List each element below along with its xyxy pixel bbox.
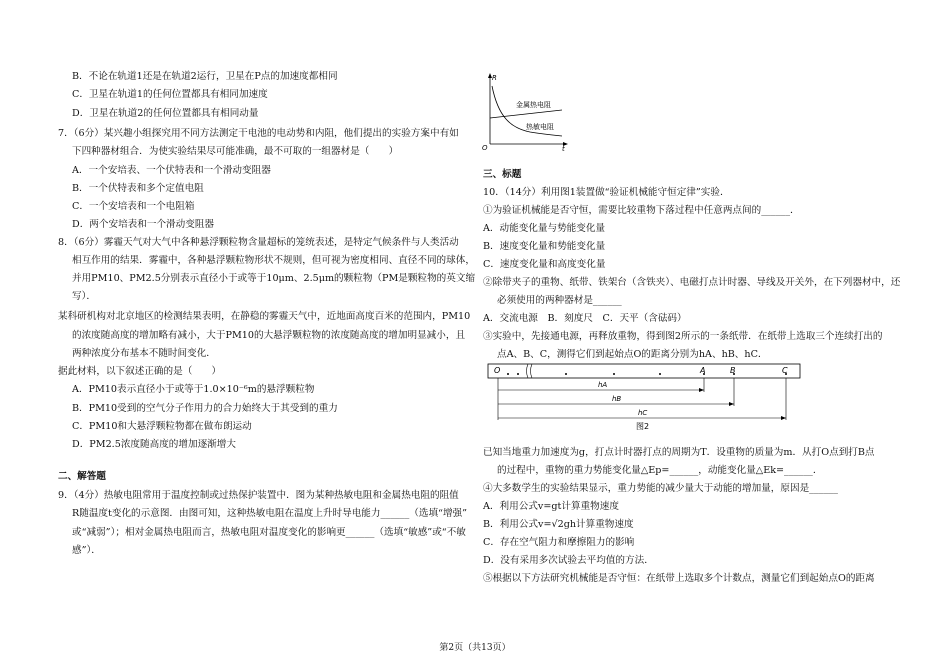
point-a-label: A: [700, 366, 706, 375]
hb-label: hB: [612, 395, 622, 403]
left-text-line: D．卫星在轨道2的任何位置都具有相同动量: [72, 108, 259, 119]
paper-tape-figure: [486, 362, 802, 432]
tape-break-mark: [527, 364, 533, 378]
hc-label: hC: [638, 409, 648, 417]
left-text-line: 下四种器材组合．为使实验结果尽可能准确，最不可取的一组器材是（ ）: [72, 146, 399, 157]
point-o-label: O: [494, 366, 501, 375]
left-text-line: 的浓度随高度的增加略有减小，大于PM10的大悬浮颗粒物的浓度随高度的增加明显减小，且: [72, 330, 466, 341]
arrowhead-icon: [699, 388, 704, 392]
left-text-line: 某科研机构对北京地区的检测结果表明，在静稳的雾霾天气中，近地面高度百米的范围内，PM10: [58, 311, 471, 322]
right-text-line: ②除带夹子的重物、纸带、铁架台（含铁夹）、电磁打点计时器、导线及开关外，在下列器材中，还: [483, 277, 901, 288]
r-axis-label: R: [492, 74, 497, 82]
right-text-line: 已知当地重力加速度为g，打点计时器打点的周期为T．设重物的质量为m．从打O点到打B点: [483, 447, 875, 458]
paper-tape: [488, 364, 800, 378]
left-text-line: D．两个安培表和一个滑动变阻器: [72, 219, 215, 230]
left-text-line: 相互作用的结果．雾霾中，各种悬浮颗粒物形状不规则，但可视为密度相同、直径不同的球体，: [72, 255, 475, 266]
left-text-line: A．一个安培表、一个伏特表和一个滑动变阻器: [72, 165, 271, 176]
left-text-line: 写）．: [72, 291, 96, 302]
point-c-label: C: [782, 366, 788, 375]
right-text-line: 必须使用的两种器材是______: [497, 295, 622, 306]
right-text-line: 点A、B、C，测得它们到起始点O的距离分别为hA、hB、hC．: [497, 349, 768, 360]
right-text-line: A．交流电源 B．刻度尺 C．天平（含砝码）: [483, 313, 687, 324]
right-text-line: 的过程中，重物的重力势能变化量△Ep=______，动能变化量△Ek=______．: [497, 465, 823, 476]
right-text-line: 三、标题: [483, 169, 522, 180]
right-text-line: A．利用公式v=gt计算重物速度: [483, 501, 619, 512]
left-text-line: 8．（6分）雾霾天气对大气中各种悬浮颗粒物含量超标的笼统表述，是特定气候条件与人类活动: [58, 237, 459, 248]
left-text-line: A．PM10表示直径小于或等于1.0×10⁻⁶m的悬浮颗粒物: [72, 384, 315, 395]
resistance-temperature-graph: [480, 72, 570, 152]
right-text-line: B．速度变化量和势能变化量: [483, 241, 606, 252]
left-text-line: C．卫星在轨道1的任何位置都具有相同加速度: [72, 89, 268, 100]
tape-dot: [565, 373, 567, 375]
metal-resistor-label: 金属热电阻: [516, 101, 551, 109]
right-text-line: C．速度变化量和高度变化量: [483, 259, 606, 270]
left-text-line: C．PM10和大悬浮颗粒物都在做布朗运动: [72, 421, 252, 432]
left-text-line: 二、解答题: [58, 471, 106, 482]
thermistor-label: 热敏电阻: [526, 123, 554, 131]
left-text-line: 9．（4分）热敏电阻常用于温度控制或过热保护装置中．图为某种热敏电阻和金属热电阻的阻值: [58, 490, 459, 501]
left-text-line: B．PM10受到的空气分子作用力的合力始终大于其受到的重力: [72, 403, 338, 414]
left-text-line: B．不论在轨道1还是在轨道2运行，卫星在P点的加速度都相同: [72, 71, 338, 82]
tape-dot: [659, 373, 661, 375]
t-axis-label: t: [562, 145, 565, 152]
point-b-label: B: [730, 366, 736, 375]
left-text-line: R随温度t变化的示意图．由图可知，这种热敏电阻在温度上升时导电能力______（选填“增强”: [72, 508, 468, 519]
right-text-line: ④大多数学生的实验结果显示，重力势能的减少量大于动能的增加量，原因是______: [483, 483, 838, 494]
right-text-line: B．利用公式v=√2gh计算重物速度: [483, 519, 634, 530]
left-text-line: 并用PM10、PM2.5分别表示直径小于或等于10μm、2.5μm的颗粒物（PM是颗粒物的英文缩: [72, 273, 476, 284]
left-text-line: C．一个安培表和一个电阻箱: [72, 201, 195, 212]
arrowhead-icon: [781, 416, 786, 420]
arrowhead-icon: [729, 402, 734, 406]
right-text-line: C．存在空气阻力和摩擦阻力的影响: [483, 537, 635, 548]
right-text-line: D．没有采用多次试验去平均值的方法．: [483, 555, 654, 566]
left-text-line: B．一个伏特表和多个定值电阻: [72, 183, 204, 194]
ha-label: hA: [598, 381, 608, 389]
left-text-line: 或“减弱”）；相对金属热电阻而言，热敏电阻对温度变化的影响更______（选填“敏感”或“不敏: [72, 527, 466, 538]
tape-dot: [517, 373, 519, 375]
right-text-line: 10．（14分）利用图1装置做“验证机械能守恒定律”实验．: [483, 187, 730, 198]
right-text-line: ③实验中，先接通电源，再释放重物，得到图2所示的一条纸带．在纸带上选取三个连续打出的: [483, 331, 883, 342]
left-text-line: 7．（6分）某兴趣小组探究用不同方法测定干电池的电动势和内阻，他们提出的实验方案中有如: [58, 128, 459, 139]
right-text-line: ⑤根据以下方法研究机械能是否守恒：在纸带上选取多个计数点，测量它们到起始点O的距离: [483, 573, 875, 584]
left-text-line: 感”）．: [72, 545, 101, 556]
left-text-line: 两种浓度分布基本不随时间变化．: [72, 348, 216, 359]
right-text-line: ①为验证机械能是否守恒，需要比较重物下落过程中任意两点间的______．: [483, 205, 800, 216]
left-text-line: D．PM2.5浓度随高度的增加逐渐增大: [72, 439, 236, 450]
tape-dot: [507, 373, 509, 375]
left-text-line: 据此材料，以下叙述正确的是（ ）: [58, 366, 222, 377]
tape-dot: [613, 373, 615, 375]
page-footer: 第2页（共13页）: [439, 643, 511, 653]
origin-label: O: [482, 144, 488, 152]
figure2-caption: 图2: [636, 422, 650, 431]
right-text-line: A．动能变化量与势能变化量: [483, 223, 606, 234]
